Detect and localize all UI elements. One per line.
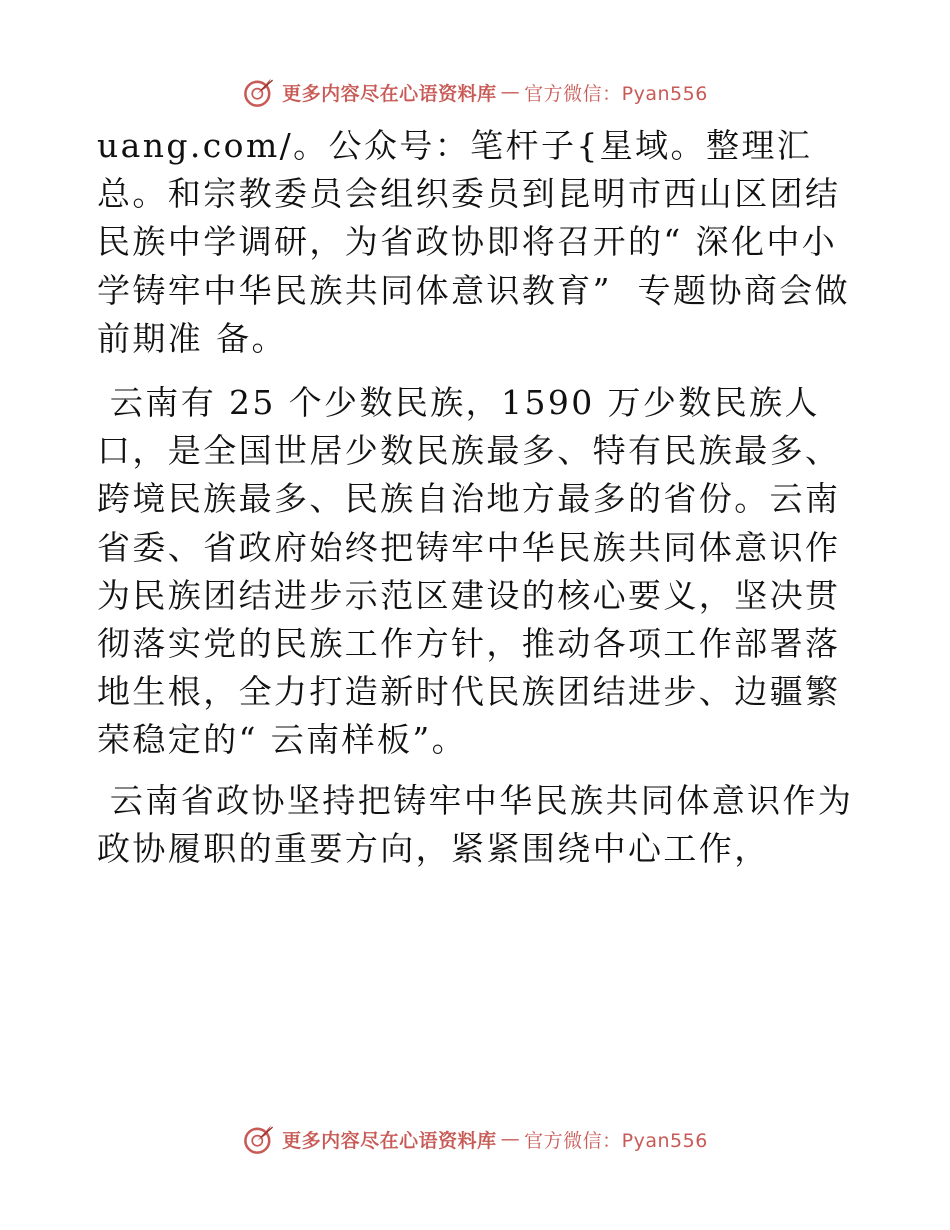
paragraph-1: uang.com/。公众号：笔杆子{星域。整理汇总。和宗教委员会组织委员到昆明市西山区团结民族中学调研，为省政协即将召开的“ 深化中小学铸牢中华民族共同体意识教育” 专题协商会做前期准 备。 [97, 126, 851, 358]
quill-pen-icon [242, 75, 276, 109]
header-watermark [0, 70, 950, 114]
quill-pen-icon [242, 1122, 276, 1156]
watermark-brand: 更多内容尽在心语资料库 [282, 82, 497, 105]
paragraph-3: 云南省政协坚持把铸牢中华民族共同体意识作为政协履职的重要方向，紧紧围绕中心工作， [97, 780, 854, 868]
footer-watermark [0, 1117, 950, 1161]
document-body [97, 122, 857, 873]
paragraph-2: 云南有 25 个少数民族，1590 万少数民族人口，是全国世居少数民族最多、特有民族最多、跨境民族最多、民族自治地方最多的省份。云南省委、省政府始终把铸牢中华民族共同体意识作为民族团结进步示范区建设的核心要义，坚决贯彻落实党的民族工作方针，推动各项工作部署落地生根，全力打造新时代民族团结进步、边疆繁荣稳定的“ 云南样板”。 [97, 383, 841, 760]
watermark-contact: 官方微信：Pyan556 [524, 82, 708, 105]
watermark-dash: — [500, 81, 521, 103]
watermark-contact: 官方微信：Pyan556 [524, 1129, 708, 1152]
watermark-brand: 更多内容尽在心语资料库 [282, 1129, 497, 1152]
watermark-dash: — [500, 1128, 521, 1150]
